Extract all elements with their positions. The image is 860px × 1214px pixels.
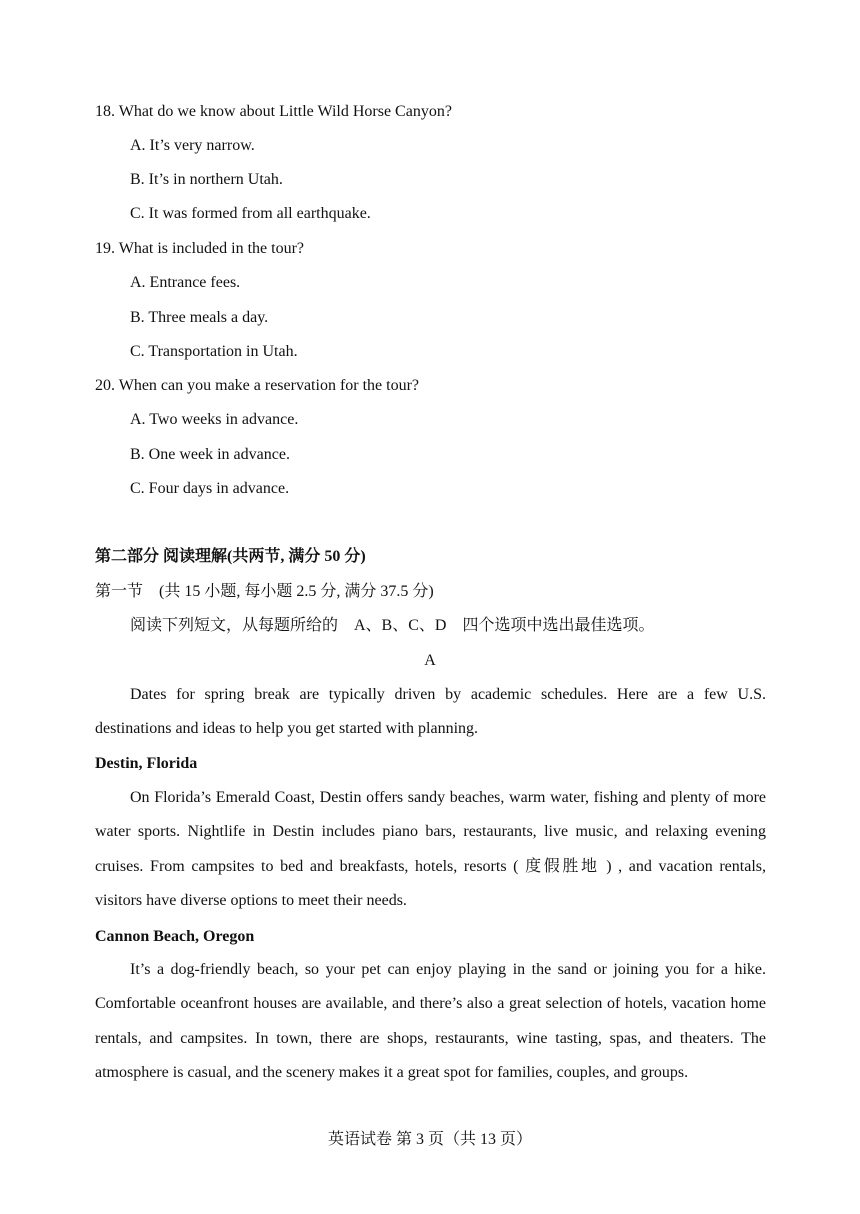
passage-letter: A	[424, 652, 436, 669]
question-18-stem: 18. What do we know about Little Wild Horse Canyon?	[95, 103, 452, 120]
question-19-option-c: C. Transportation in Utah.	[130, 343, 298, 360]
destin-paragraph: On Florida’s Emerald Coast, Destin offers sandy beaches, warm water, fishing and plenty of more water sports. Nightlife in Destin includes piano bars, restaurants, live music, and relaxing evening cruises. From campsites to bed and breakfasts, hotels, resorts ( 度假胜地 ) , and vacation rentals, visitors have diverse options to meet their needs.	[95, 789, 766, 910]
destin-heading: Destin, Florida	[95, 755, 198, 772]
question-20-option-c: C. Four days in advance.	[130, 480, 290, 497]
question-18-option-a: A. It’s very narrow.	[130, 137, 255, 154]
cannon-paragraph: It’s a dog-friendly beach, so your pet can enjoy playing in the sand or joining you for a hike. Comfortable oceanfront houses are available, and there’s also a great selection of hotels, vacation home rentals, and campsites. In town, there are shops, restaurants, wine tasting, spas, and theaters. The atmosphere is casual, and the scenery makes it a great spot for families, couples, and groups.	[95, 961, 766, 1082]
cannon-heading: Cannon Beach, Oregon	[95, 928, 255, 945]
question-19-stem: 19. What is included in the tour?	[95, 240, 304, 257]
intro-paragraph: Dates for spring break are typically driven by academic schedules. Here are a few U.S. destinations and ideas to help you get started with planning.	[95, 686, 766, 738]
part-title: 第二部分 阅读理解(共两节, 满分 50 分)	[95, 548, 366, 565]
question-20-stem: 20. When can you make a reservation for the tour?	[95, 377, 420, 394]
question-20-option-a: A. Two weeks in advance.	[130, 411, 299, 428]
question-19-option-a: A. Entrance fees.	[130, 274, 241, 291]
section-title: 第一节 (共 15 小题, 每小题 2.5 分, 满分 37.5 分)	[95, 583, 434, 600]
question-20-option-b: B. One week in advance.	[130, 446, 290, 463]
question-18-option-b: B. It’s in northern Utah.	[130, 171, 283, 188]
instruction-text: 阅读下列短文，从每题所给的 A、B、C、D 四个选项中选出最佳选项。	[130, 617, 655, 634]
page-footer: 英语试卷 第 3 页（共 13 页）	[327, 1131, 532, 1148]
question-18-option-c: C. It was formed from all earthquake.	[130, 205, 371, 222]
question-19-option-b: B. Three meals a day.	[130, 309, 269, 326]
